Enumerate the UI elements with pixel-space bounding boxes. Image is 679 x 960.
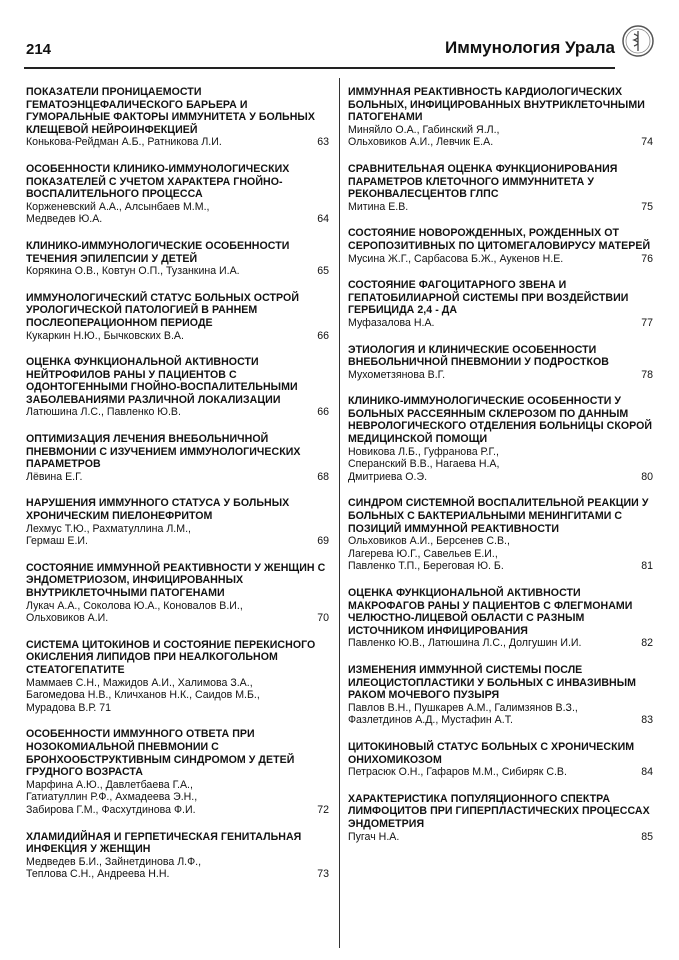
toc-entry (348, 664, 653, 727)
entry-title: ПОКАЗАТЕЛИ ПРОНИЦАЕМОСТИ ГЕМАТОЭНЦЕФАЛИЧЕСКОГО БАРЬЕРА И ГУМОРАЛЬНЫЕ ФАКТОРЫ ИММУНИТЕТА У БОЛЬНЫХ КЛЕЩЕВОЙ НЕЙРОИНФЕКЦИЕЙ (26, 86, 315, 136)
entry-authors (26, 265, 329, 278)
entry-page: 68 (317, 470, 329, 483)
entry-page: 84 (641, 766, 653, 779)
toc-entry (348, 395, 653, 483)
author-line: Павленко Т.П., Береговая Ю. Б. (348, 560, 504, 573)
toc-entry (26, 292, 329, 342)
entry-authors (348, 535, 653, 573)
journal-logo-icon (621, 24, 655, 58)
entry-title: ХАРАКТЕРИСТИКА ПОПУЛЯЦИОННОГО СПЕКТРА ЛИМФОЦИТОВ ПРИ ГИПЕРПЛАСТИЧЕСКИХ ПРОЦЕССАХ ЭНДОМЕТРИЯ (348, 792, 650, 830)
entry-authors (348, 702, 653, 727)
entry-title: ОСОБЕННОСТИ КЛИНИКО-ИММУНОЛОГИЧЕСКИХ ПОКАЗАТЕЛЕЙ С УЧЕТОМ ХАРАКТЕРА ГНОЙНО-ВОСПАЛИТЕЛЬНОГО ПРОЦЕССА (26, 162, 290, 201)
toc-entry (348, 497, 653, 573)
entry-title: ОПТИМИЗАЦИЯ ЛЕЧЕНИЯ ВНЕБОЛЬНИЧНОЙ ПНЕВМОНИИ С ИЗУЧЕНИЕМ ИММУНОЛОГИЧЕСКИХ ПАРАМЕТРОВ (26, 433, 301, 471)
author-line: Медведев Б.И., Зайнетдинова Л.Ф., (26, 855, 202, 868)
entry-title: СИСТЕМА ЦИТОКИНОВ И СОСТОЯНИЕ ПЕРЕКИСНОГО ОКИСЛЕНИЯ ЛИПИДОВ ПРИ НЕАЛКОГОЛЬНОМ СТЕАТОГЕПАТИТЕ (26, 638, 316, 676)
entry-page: 85 (641, 830, 653, 843)
entry-title: ЦИТОКИНОВЫЙ СТАТУС БОЛЬНЫХ С ХРОНИЧЕСКИМ ОНИХОМИКОЗОМ (348, 740, 635, 766)
author-line: Марфина А.Ю., Давлетбаева Г.А., (26, 778, 193, 791)
author-line: Латюшина Л.С., Павленко Ю.В. (26, 406, 181, 419)
entry-authors (348, 831, 653, 844)
author-line: Лагерева Ю.Г., Савельев Е.И., (348, 547, 498, 560)
author-line: Павленко Ю.В., Латюшина Л.С., Долгушин И.И. (348, 637, 582, 650)
author-line: Ольховиков А.И., Берсенев С.В., (348, 535, 510, 548)
author-line: Дмитриева О.Э. (348, 470, 428, 483)
entry-authors (26, 523, 329, 548)
author-line: Фазлетдинов А.Д., Мустафин А.Т. (348, 714, 513, 727)
entry-authors (26, 406, 329, 419)
author-line: Кукаркин Н.Ю., Бычковских В.А. (26, 329, 184, 342)
toc-entry (348, 741, 653, 779)
author-line: Мурадова В.Р. 71 (26, 701, 112, 714)
entry-title: СОСТОЯНИЕ ФАГОЦИТАРНОГО ЗВЕНА И ГЕПАТОБИЛИАРНОЙ СИСТЕМЫ ПРИ ВОЗДЕЙСТВИИ ГЕРБИЦИДА 2,4 - ДА (348, 279, 629, 317)
author-line: Павлов В.Н., Пушкарев А.М., Галимзянов В.З., (348, 701, 578, 714)
entry-page: 81 (641, 560, 653, 573)
author-line: Багомедова Н.В., Кличханов Н.К., Саидов М.Б., (26, 689, 260, 702)
entry-title: ИММУННАЯ РЕАКТИВНОСТЬ КАРДИОЛОГИЧЕСКИХ БОЛЬНЫХ, ИНФИЦИРОВАННЫХ ВНУТРИКЛЕТОЧНЫМИ ПАТОГЕНАМИ (348, 86, 645, 124)
author-line: Теплова С.Н., Андреева Н.Н. (26, 868, 170, 881)
author-line: Новикова Л.Б., Гуфранова Р.Г., (348, 445, 499, 458)
entry-title: НАРУШЕНИЯ ИММУННОГО СТАТУСА У БОЛЬНЫХ ХРОНИЧЕСКИМ ПИЕЛОНЕФРИТОМ (26, 497, 290, 523)
entry-page: 80 (641, 470, 653, 483)
toc-entry (26, 86, 329, 149)
author-line: Лехмус Т.Ю., Рахматуллина Л.М., (26, 522, 191, 535)
entry-title: СОСТОЯНИЕ ИММУННОЙ РЕАКТИВНОСТИ У ЖЕНЩИН С ЭНДОМЕТРИОЗОМ, ИНФИЦИРОВАННЫХ ВНУТРИКЛЕТОЧНЫМИ ПАТОГЕНАМИ (26, 561, 326, 599)
entry-page: 69 (317, 535, 329, 548)
author-line: Ольховиков А.И. (26, 612, 109, 625)
toc-entry (348, 344, 653, 382)
entry-authors (348, 201, 653, 214)
entry-page: 83 (641, 714, 653, 727)
entry-authors (26, 677, 329, 715)
entry-authors (26, 471, 329, 484)
toc-entry (348, 587, 653, 650)
entry-title: КЛИНИКО-ИММУНОЛОГИЧЕСКИЕ ОСОБЕННОСТИ У БОЛЬНЫХ РАССЕЯННЫМ СКЛЕРОЗОМ ПО ДАННЫМ НЕВРОЛОГИЧЕСКОГО ОТДЕЛЕНИЯ БОЛЬНИЦЫ СКОРОЙ МЕДИЦИНСКОЙ ПОМОЩИ (348, 395, 653, 446)
entry-authors (26, 779, 329, 817)
entry-authors (26, 600, 329, 625)
entry-authors (348, 766, 653, 779)
toc-entry (348, 227, 653, 265)
column-divider (339, 78, 340, 948)
page-number: 214 (26, 41, 52, 58)
author-line: Муфазалова Н.А. (348, 316, 435, 329)
author-line: Гермаш Е.И. (26, 535, 88, 548)
entry-title: ИЗМЕНЕНИЯ ИММУННОЙ СИСТЕМЫ ПОСЛЕ ИЛЕОЦИСТОПЛАСТИКИ У БОЛЬНЫХ С ИНВАЗИВНЫМ РАКОМ МОЧЕВОГО ПУЗЫРЯ (348, 663, 637, 702)
journal-title: Иммунология Урала (445, 38, 615, 57)
author-line: Петрасюк О.Н., Гафаров М.М., Сибиряк С.В. (348, 766, 567, 779)
toc-entry (26, 356, 329, 419)
entry-page: 66 (317, 406, 329, 419)
entry-page: 63 (317, 136, 329, 149)
toc-entry (26, 728, 329, 816)
entry-page: 74 (641, 136, 653, 149)
author-line: Конькова-Рейдман А.Б., Ратникова Л.И. (26, 136, 222, 149)
author-line: Корженевский А.А., Алсынбаев М.М., (26, 200, 210, 213)
author-line: Корякина О.В., Ковтун О.П., Тузанкина И.А. (26, 265, 240, 278)
author-line: Забирова Г.М., Фасхутдинова Ф.И. (26, 803, 196, 816)
entry-authors (348, 446, 653, 484)
entry-title: СОСТОЯНИЕ НОВОРОЖДЕННЫХ, РОЖДЕННЫХ ОТ СЕРОПОЗИТИВНЫХ ПО ЦИТОМЕГАЛОВИРУСУ МАТЕРЕЙ (348, 227, 651, 252)
author-line: Пугач Н.А. (348, 830, 400, 843)
entry-page: 73 (317, 868, 329, 881)
author-line: Сперанский В.В., Нагаева Н.А, (348, 458, 500, 471)
toc-entry (26, 831, 329, 881)
author-line: Лёвина Е.Г. (26, 470, 83, 483)
entry-page: 76 (641, 252, 653, 265)
entry-page: 78 (641, 368, 653, 381)
toc-entry (26, 562, 329, 625)
entry-title: ИММУНОЛОГИЧЕСКИЙ СТАТУС БОЛЬНЫХ ОСТРОЙ УРОЛОГИЧЕСКОЙ ПАТОЛОГИЕЙ В РАННЕМ ПОСЛЕОПЕРАЦИОННОМ ПЕРИОДЕ (26, 291, 299, 329)
entry-authors (26, 136, 329, 149)
entry-title: СРАВНИТЕЛЬНАЯ ОЦЕНКА ФУНКЦИОНИРОВАНИЯ ПАРАМЕТРОВ КЛЕТОЧНОГО ИММУННИТЕТА У РЕКОНВАЛЕСЦЕНТОВ ГЛПС (348, 162, 618, 201)
toc-entry (348, 163, 653, 213)
author-line: Маммаев С.Н., Мажидов А.И., Халимова З.А., (26, 676, 253, 689)
right-column (348, 86, 653, 857)
author-line: Мухометзянова В.Г. (348, 368, 446, 381)
toc-entry (348, 793, 653, 843)
header-rule (24, 67, 615, 69)
entry-authors (348, 317, 653, 330)
entry-title: ОЦЕНКА ФУНКЦИОНАЛЬНОЙ АКТИВНОСТИ МАКРОФАГОВ РАНЫ У ПАЦИЕНТОВ С ФЛЕГМОНАМИ ЧЕЛЮСТНО-ЛИЦЕВОЙ ОБЛАСТИ С РАЗНЫМ ИСТОЧНИКОМ ИНФИЦИРОВАНИЯ (348, 587, 633, 637)
toc-entry (26, 639, 329, 715)
author-line: Ольховиков А.И., Левчик Е.А. (348, 136, 494, 149)
entry-authors (348, 124, 653, 149)
entry-page: 66 (317, 329, 329, 342)
author-line: Лукач А.А., Соколова Ю.А., Коновалов В.И., (26, 599, 243, 612)
entry-page: 70 (317, 612, 329, 625)
entry-authors (26, 330, 329, 343)
entry-authors (348, 369, 653, 382)
author-line: Гатиатуллин Р.Ф., Ахмадеева Э.Н., (26, 791, 198, 804)
entry-title: СИНДРОМ СИСТЕМНОЙ ВОСПАЛИТЕЛЬНОЙ РЕАКЦИИ У БОЛЬНЫХ С БАКТЕРИАЛЬНЫМИ МЕНИНГИТАМИ С ПОЗИЦИЙ ИММУННОЙ РЕАКТИВНОСТИ (348, 497, 649, 535)
entry-authors (26, 201, 329, 226)
entry-page: 72 (317, 803, 329, 816)
author-line: Митина Е.В. (348, 200, 409, 213)
author-line: Медведев Ю.А. (26, 213, 103, 226)
entry-title: ОСОБЕННОСТИ ИММУННОГО ОТВЕТА ПРИ НОЗОКОМИАЛЬНОЙ ПНЕВМОНИИ С БРОНХООБСТРУКТИВНЫМ СИНДРОМОМ У ДЕТЕЙ ГРУДНОГО ВОЗРАСТА (26, 728, 295, 779)
author-line: Мусина Ж.Г., Сарбасова Б.Ж., Аукенов Н.Е. (348, 252, 564, 265)
entry-title: КЛИНИКО-ИММУНОЛОГИЧЕСКИЕ ОСОБЕННОСТИ ТЕЧЕНИЯ ЭПИЛЕПСИИ У ДЕТЕЙ (26, 239, 290, 265)
entry-page: 75 (641, 200, 653, 213)
left-column (26, 86, 329, 895)
entry-title: ХЛАМИДИЙНАЯ И ГЕРПЕТИЧЕСКАЯ ГЕНИТАЛЬНАЯ ИНФЕКЦИЯ У ЖЕНЩИН (26, 830, 302, 856)
entry-title: ОЦЕНКА ФУНКЦИОНАЛЬНОЙ АКТИВНОСТИ НЕЙТРОФИЛОВ РАНЫ У ПАЦИЕНТОВ С ОДОНТОГЕННЫМИ ГНОЙНО-ВОСПАЛИТЕЛЬНЫМИ ЗАБОЛЕВАНИЯМИ РАЗЛИЧНОЙ ЛОКАЛИЗАЦИИ (26, 356, 298, 406)
toc-entry (26, 433, 329, 483)
entry-page: 64 (317, 213, 329, 226)
toc-entry (26, 497, 329, 547)
entry-authors (348, 637, 653, 650)
entry-authors (26, 856, 329, 881)
toc-entry (26, 163, 329, 226)
entry-page: 77 (641, 316, 653, 329)
toc-entry (348, 279, 653, 329)
entry-title: ЭТИОЛОГИЯ И КЛИНИЧЕСКИЕ ОСОБЕННОСТИ ВНЕБОЛЬНИЧНОЙ ПНЕВМОНИИ У ПОДРОСТКОВ (348, 343, 610, 369)
toc-entry (348, 86, 653, 149)
entry-page: 65 (317, 265, 329, 278)
author-line: Миняйло О.А., Габинский Я.Л., (348, 123, 500, 136)
entry-authors (348, 253, 653, 266)
entry-page: 82 (641, 637, 653, 650)
toc-entry (26, 240, 329, 278)
